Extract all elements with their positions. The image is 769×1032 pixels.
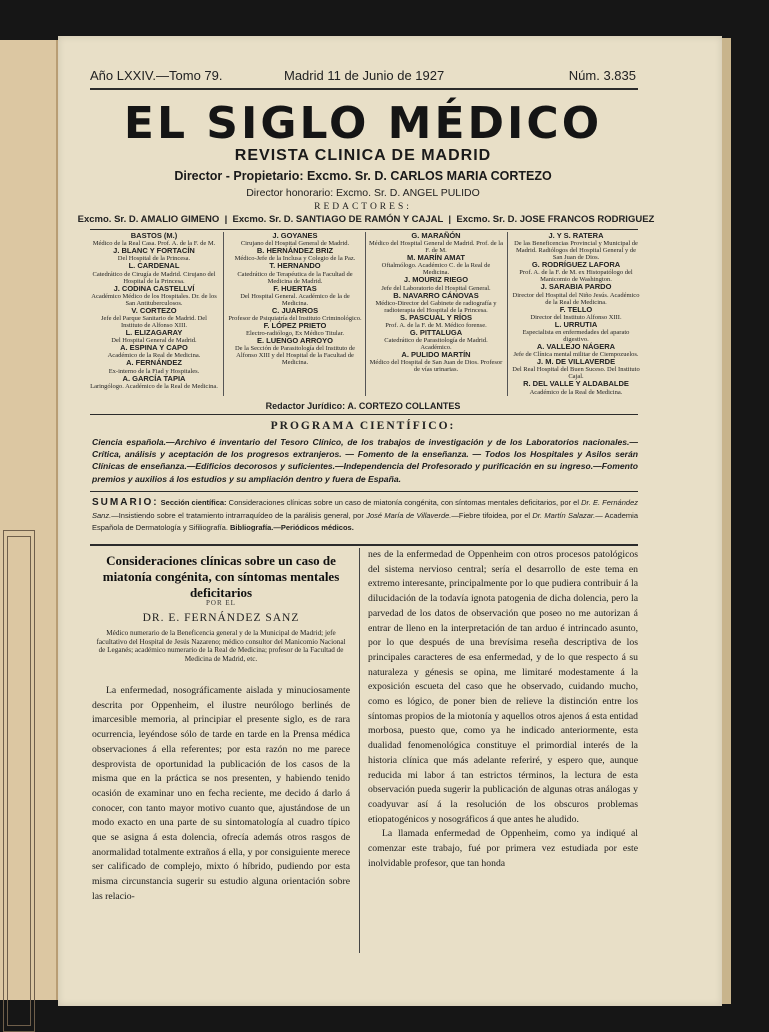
- editor-desc: Profesor de Psiquiatría del Instituto Criminológico.: [228, 315, 362, 323]
- editor-desc: De la Sección de Parasitología del Instituto de Alfonso XIII y del Hospital de la Facultad de Medicina.: [234, 345, 356, 367]
- editor-name: F. TELLO: [559, 304, 593, 314]
- editor-name: J. BLANC Y FORTACÍN: [113, 246, 195, 256]
- editor-desc: Médico del Hospital de San Juan de Dios. Profesor de vías urinarias.: [369, 359, 503, 374]
- sumario-author: Dr. E. Fernández Sanz.: [92, 498, 638, 520]
- editor-desc: Del Hospital General de Madrid.: [111, 337, 197, 345]
- editor-name: S. PASCUAL Y RÍOS: [400, 312, 472, 322]
- editor-desc: Catedrático de Terapéutica de la Facultad de Medicina de Madrid.: [237, 270, 353, 285]
- sumario-text: Consideraciones clínicas sobre un caso de miatonía congénita, con síntomas mentales deficitarios, por el: [228, 498, 580, 507]
- editor-name: L. CARDENAL: [128, 261, 180, 271]
- programa-rule-top: [90, 414, 638, 415]
- editor-desc: Médico-Jefe de la Inclusa y Colegio de la Paz.: [234, 255, 356, 263]
- sumario-author: Dr. Martín Salazar.: [532, 510, 596, 520]
- editor-name: L. URRUTIA: [554, 319, 598, 329]
- editor-desc: Cirujano del Hospital General de Madrid.: [240, 240, 350, 248]
- legal-editor: Redactor Jurídico: A. CORTEZO COLLANTES: [265, 401, 461, 411]
- editor-desc: Prof. A. de la F. de M. Médico forense.: [385, 322, 487, 330]
- senior-editor: Excmo. Sr. D. SANTIAGO DE RAMÓN Y CAJAL: [232, 214, 444, 225]
- issue-date: Madrid 11 de Junio de 1927: [284, 68, 445, 83]
- article-title: Consideraciones clínicas sobre un caso de miatonía congénita, con síntomas mentales deficitarios: [102, 553, 340, 600]
- redactores-heading: REDACTORES:: [314, 202, 412, 212]
- editor-column-4: [511, 232, 641, 396]
- article-column-right: [368, 548, 638, 871]
- column-divider: [507, 232, 508, 396]
- editor-name: J. Y S. RATERA: [548, 231, 604, 240]
- sumario-label: SUMARIO:: [92, 497, 159, 508]
- editor-desc: Médico del Hospital General de Madrid. Prof. de la F. de M.: [369, 240, 503, 255]
- article-paragraph: La enfermedad, nosográficamente aislada y minuciosamente descrita por Oppenheim, el ilustre neurólogo berlinés de imarcesible memoria, al principiar el presente siglo, es de rara ocurrencia, leyéndose sólo de tarde en tarde en la Prensa médica observaciones á ella referentes; por esta razón no me parece desprovista de oportunidad la publicación de los casos de la misma que en la práctica se nos presenten, y habiendo tenido ocasión de examinar uno en fecha reciente, me decido á darlo á conocer, con tanto mayor motivo cuanto que, ajustándose de un modo exacto en una parte de su sintomatología al cuadro típico que se asigna á esta dolencia, ofrecía además otros rasgos de anormalidad totalmente extraños á ella, y por consiguiente merece ser calificado de complejo, mixto ó híbrido, pudiendo por esta misma circunstancia sugerir su estudio alguna orientación sobre las relacio-: [92, 685, 350, 902]
- editor-desc: Ex-interno de la Fiad y Hospitales.: [108, 367, 200, 375]
- editor-desc: Médico de la Real Casa. Prof. A. de la F. de M.: [92, 240, 216, 248]
- article-paragraph: La llamada enfermedad de Oppenheim, como ya indiqué al comenzar este trabajo, fué por primera vez estudiada por este inolvidable profesor, que tan honda: [368, 828, 638, 869]
- editor-desc: Del Hospital General. Académico de la de Medicina.: [240, 292, 350, 307]
- senior-editor: Excmo. Sr. D. JOSE FRANCOS RODRIGUEZ: [456, 214, 655, 225]
- editor-name: V. CORTEZO: [131, 305, 177, 315]
- top-rule: [90, 88, 638, 90]
- editor-name: BASTOS (M.): [130, 231, 178, 240]
- editor-name: A. FERNÁNDEZ: [126, 358, 182, 368]
- honorary-director-line: Director honorario: Excmo. Sr. D. ANGEL PULIDO: [246, 187, 480, 199]
- editor-name: E. LUENGO ARROYO: [257, 336, 333, 346]
- editor-name: A. ESPINA Y CAPO: [120, 343, 188, 353]
- editor-name: A. PULIDO MARTÍN: [401, 350, 471, 360]
- editor-name: A. VALLEJO NÁGERA: [536, 342, 616, 352]
- editor-name: A. GARCÍA TAPIA: [122, 373, 186, 383]
- editor-desc: Laringólogo. Académico de la Real de Medicina.: [90, 382, 218, 390]
- article-author: DR. E. FERNÁNDEZ SANZ: [142, 612, 300, 624]
- issue-volume: Año LXXIV.—Tomo 79.: [90, 68, 223, 83]
- masthead-title: EL SIGLO MÉDICO: [123, 98, 603, 149]
- sumario: [92, 497, 638, 535]
- editor-name: J. M. DE VILLAVERDE: [536, 357, 616, 367]
- editor-name: J. MOURIZ RIEGO: [403, 275, 469, 285]
- programa-text: Ciencia española.—Archivo é inventario del Tesoro Clínico, de los trabajos de investigación y de los Laboratorios nacionales.—Crítica, análisis y aceptación de los progresos extranjeros. — Fomento de la enseñanza. — Todos los Hospitales y Asilos serán Clínicas de enseñanza.—Edificios decorosos y suficientes.—Independencia del Profesorado y purificación en su ingreso.—Fomento premios y auxilios á los estudios y su ampliación dentro y fuera de España.: [92, 437, 638, 484]
- editor-column-3: [369, 232, 503, 373]
- editor-name: B. HERNÁNDEZ BRIZ: [256, 246, 334, 256]
- separator: |: [221, 214, 233, 225]
- editor-desc: Prof. A. de la F. de M. ex Histopatólogo del Manicomio de Washington.: [519, 269, 633, 284]
- sumario-rule-top: [90, 491, 638, 492]
- editor-name: G. MARAÑÓN: [411, 231, 461, 240]
- senior-editor: Excmo. Sr. D. AMALIO GIMENO: [77, 214, 220, 225]
- newspaper-page: [58, 36, 722, 1006]
- left-page-edge: [0, 40, 58, 1000]
- programa-title: PROGRAMA CIENTÍFICO:: [270, 420, 456, 432]
- editor-name: L. ELIZAGARAY: [125, 328, 183, 338]
- separator: |: [445, 214, 457, 225]
- column-divider: [365, 232, 366, 396]
- sumario-text: — Academia Española de Dermatología y Sifiliografía.: [92, 510, 638, 532]
- sumario-section: Bibliografía.—Periódicos médicos.: [230, 523, 354, 532]
- editor-name: J. SARABIA PARDO: [540, 282, 612, 292]
- editor-desc: Catedrático de Parasitología de Madrid. Académico.: [384, 337, 488, 352]
- column-divider: [223, 232, 224, 396]
- editor-name: F. LÓPEZ PRIETO: [263, 321, 327, 331]
- editor-desc: Del Hospital de la Princesa.: [117, 255, 191, 263]
- editor-desc: Director del Instituto Alfonso XIII.: [530, 313, 622, 321]
- article-credentials: Médico numerario de la Beneficencia general y de la Municipal de Madrid; jefe facultativo del Hospital de Jesús Nazareno; médico consultor del Manicomio Nacional de Leganés; académico numerario de la Real de Medicina; profesor de la Facultad de Medicina de Madrid, etc.: [96, 629, 346, 663]
- editor-desc: Académico de la Real de Medicina.: [107, 352, 201, 360]
- editor-column-2: [228, 232, 362, 366]
- director-line: Director - Propietario: Excmo. Sr. D. CARLOS MARIA CORTEZO: [174, 169, 552, 183]
- editor-desc: Médico-Director del Gabinete de radiografía y radioterapia del Hospital de la Princesa.: [375, 299, 497, 314]
- editor-desc: Jefe del Parque Sanitario de Madrid. Del Instituto de Alfonso XIII.: [101, 315, 207, 330]
- editor-desc: Catedrático de Cirugía de Madrid. Cirujano del Hospital de la Princesa.: [92, 270, 216, 285]
- article-paragraph: nes de la enfermedad de Oppenheim con otros procesos patológicos del sistema nervioso central; sería el desarrollo de este tema en extremo interesante, principalmente por lo que pudiera contribuir á la dilucidación de la todavía ignota patogenia de dicha dolencia, pero la parvedad de los datos de observación que poseo no me autorizan á entrar de lleno en la interpretación de tan arduo é intrincado asunto, por lo que después de una brevísima reseña descriptiva de los principales caracteres de esa enfermedad, y de lo que respecto á su naturaleza y génesis se opina, me limitaré modestamente á la exposición escueta del caso que he observado, cuidando mucho, como es lógico, de poner bien de relieve la distinción entre los síntomas propios de la miotonía y aquellos otros ajenos á esta entidad morbosa, puesto que, como ya he indicado anteriormente, esta dualidad fenomenológica constituye el primordial interés de la historia clínica que más adelante referiré, y espero que, aunque reducida mi labor á tan estrictos términos, la lectura de esta observación pueda sugerir la publicación de algunas otras análogas y coadyuvar así á la resolución de los obscuros problemas etiopatogénicos y nosográficos á que antes he aludido.: [368, 549, 638, 825]
- editor-name: M. MARÍN AMAT: [407, 253, 465, 263]
- sumario-section: Sección científica:: [160, 498, 227, 507]
- editor-name: B. NAVARRO CÁNOVAS: [393, 290, 479, 300]
- article-by: POR EL: [206, 599, 236, 607]
- editor-column-1: [90, 232, 218, 390]
- article-column-divider: [359, 548, 360, 953]
- editor-desc: Director del Hospital del Niño Jesús. Académico de la Real de Medicina.: [512, 291, 640, 306]
- editor-name: R. DEL VALLE Y ALDABALDE: [523, 379, 629, 389]
- article-rule-top: [90, 544, 638, 546]
- left-page-frame-inner: [7, 536, 31, 1026]
- sumario-author: José María de Villaverde.: [366, 510, 452, 520]
- issue-number: Núm. 3.835: [568, 68, 636, 83]
- editor-name: G. PITTALUGA: [409, 328, 463, 338]
- editor-desc: Académico de la Real de Medicina.: [529, 388, 623, 396]
- editor-name: C. JUARROS: [271, 305, 319, 315]
- editor-name: T. HERNANDO: [269, 261, 321, 271]
- editor-name: F. HUERTAS: [273, 283, 317, 293]
- editor-desc: Jefe de Clínica mental militar de Ciempozuelos.: [513, 351, 639, 359]
- editor-desc: Académico Médico de los Hospitales. Dr. de los San Antituberculosos.: [91, 292, 217, 307]
- editor-desc: De las Beneficencias Provincial y Municipal de Madrid. Radiólogos del Hospital General y de San Juan de Dios.: [514, 240, 638, 262]
- editor-desc: Oftalmólogo. Académico C. de la Real de Medicina.: [381, 262, 491, 277]
- page-stack-edge: [722, 38, 731, 1004]
- editor-name: G. RODRÍGUEZ LAFORA: [531, 260, 621, 270]
- editor-name: J. CODINA CASTELLVÍ: [113, 283, 195, 293]
- article-column-left: [92, 684, 350, 905]
- editor-name: J. GOYANES: [272, 231, 318, 240]
- sumario-text: —Fiebre tifoidea, por el: [451, 510, 531, 520]
- editors-rule: [90, 229, 638, 230]
- senior-editors: [76, 214, 656, 225]
- editor-desc: Del Real Hospital del Buen Suceso. Del Instituto Cajal.: [512, 366, 640, 381]
- masthead-subtitle: REVISTA CLINICA DE MADRID: [234, 147, 492, 164]
- editor-desc: Jefe del Laboratorio del Hospital General.: [381, 284, 491, 292]
- sumario-text: —Insistiendo sobre el tratamiento intrarraquídeo de la parálisis general, por: [111, 510, 364, 520]
- editor-desc: Especialista en enfermedades del aparato digestivo.: [522, 329, 630, 344]
- editor-desc: Electro-radiólogo, Ex Médico Titular.: [245, 330, 345, 338]
